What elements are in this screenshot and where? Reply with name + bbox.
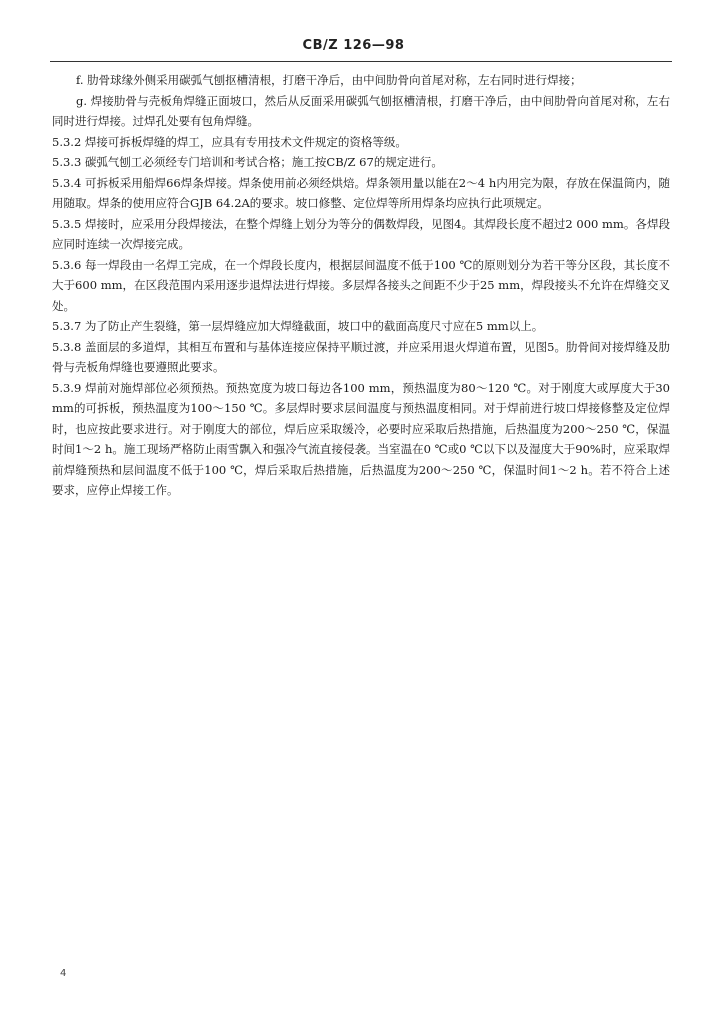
- clause-5-3-3: 5.3.3 碳弧气刨工必须经专门培训和考试合格；施工按CB/Z 67的规定进行。: [52, 155, 443, 169]
- clause-5-3-8: 5.3.8 盖面层的多道焊，其相互布置和与基体连接应保持平顺过渡，并应采用退火焊道布置，见图5。肋骨间对接焊缝及肋骨与壳板角焊缝也要遵照此要求。: [52, 339, 670, 374]
- clause-5-3-4: 5.3.4 可拆板采用船焊66焊条焊接。焊条使用前必须经烘焙。焊条领用量以能在2～4 h内用完为限，存放在保温筒内，随用随取。焊条的使用应符合GJB 64.2A的要求。坡口修整、定位焊等所用焊条均应执行此项规定。: [52, 175, 670, 210]
- clause-5-3-6: 5.3.6 每一焊段由一名焊工完成，在一个焊段长度内，根据层间温度不低于100 ℃的原则划分为若干等分区段，其长度不大于600 mm，在区段范围内采用逐步退焊法进行焊接。多层焊各接头之间距不少于25 mm，焊段接头不允许在焊缝交叉处。: [52, 257, 670, 313]
- page-number: 4: [60, 968, 67, 979]
- clause-5-3-9: 5.3.9 焊前对施焊部位必须预热。预热宽度为坡口每边各100 mm，预热温度为80～120 ℃。对于刚度大或厚度大于30 mm的可拆板，预热温度为100～150 ℃。多层焊时要求层间温度与预热温度相同。对于焊前进行坡口焊接修整及定位焊时，也应按此要求进行。对于刚度大的部位，焊后应采取缓冷，必要时应采取后热措施，后热温度为200～250 ℃，保温时间1～2 h。施工现场严格防止雨雪飘入和强冷气流直接侵袭。当室温在0 ℃或0 ℃以下以及湿度大于90%时，应采取焊前焊缝预热和层间温度不低于100 ℃，焊后采取后热措施，后热温度为200～250 ℃，保温时间1～2 h。若不符合上述要求，应停止焊接工作。: [52, 380, 670, 497]
- body-text: [52, 70, 670, 501]
- clause-5-3-7: 5.3.7 为了防止产生裂缝，第一层焊缝应加大焊缝截面，坡口中的截面高度尺寸应在5 mm以上。: [52, 319, 544, 333]
- standard-code-header: CB/Z 126—98: [302, 38, 405, 53]
- clause-5-3-2: 5.3.2 焊接可拆板焊缝的焊工，应具有专用技术文件规定的资格等级。: [52, 134, 407, 149]
- clause-5-3-5: 5.3.5 焊接时，应采用分段焊接法，在整个焊缝上划分为等分的偶数焊段，见图4。其焊段长度不超过2 000 mm。各焊段应同时连续一次焊接完成。: [52, 216, 670, 251]
- header-rule: [50, 61, 672, 62]
- paragraph-item-g: g. 焊接肋骨与壳板角焊缝正面坡口，然后从反面采用碳弧气刨抠槽清根，打磨干净后，由中间肋骨向首尾对称，左右同时进行焊接。过焊孔处要有包角焊缝。: [52, 93, 670, 128]
- paragraph-item-f: f. 肋骨球缘外侧采用碳弧气刨抠槽清根，打磨干净后，由中间肋骨向首尾对称，左右同时进行焊接；: [76, 73, 582, 87]
